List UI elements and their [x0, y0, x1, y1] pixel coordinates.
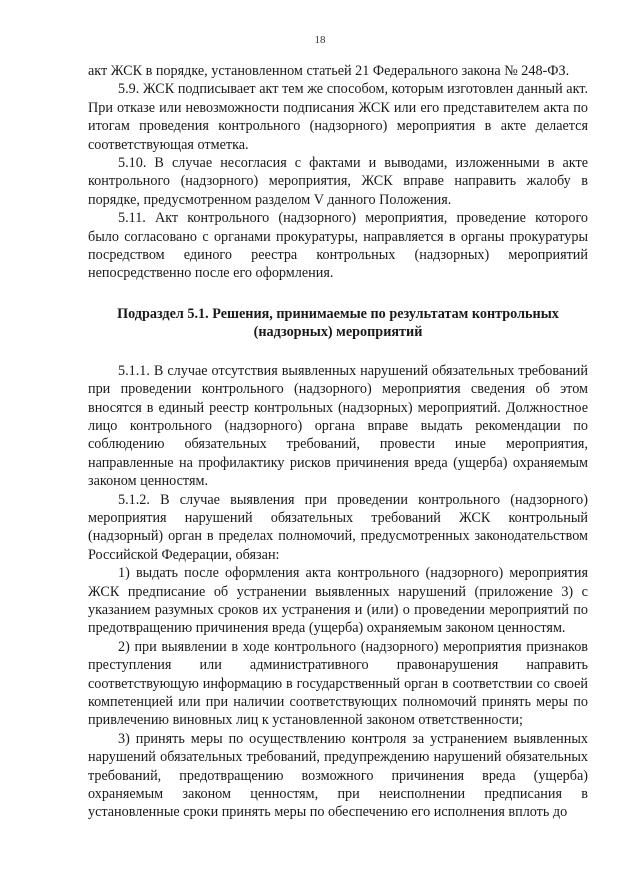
subsection-heading	[88, 305, 588, 342]
paragraph: 5.1.2. В случае выявления при проведении контрольного (надзорного) мероприятия нарушений обязательных требований ЖСК контрольный (надзорный) орган в пределах полномочий, предусмотренных законодательством Российской Федерации, обязан:	[88, 491, 588, 563]
section-5-paragraphs	[88, 62, 588, 283]
paragraph: 5.11. Акт контрольного (надзорного) мероприятия, проведение которого было согласовано с органами прокуратуры, направляется в органы прокуратуры посредством единого реестра контрольных (надзорных) мероприятий непосредственно после его оформления.	[88, 210, 588, 282]
subsection-heading-line-1: Подраздел 5.1. Решения, принимаемые по результатам контрольных	[117, 305, 559, 322]
paragraph: 1) выдать после оформления акта контрольного (надзорного) мероприятия ЖСК предписание об устранении выявленных нарушений (приложение 3) с указанием разумных сроков их устранения и (или) о проведении мероприятий по предотвращению причинения вреда (ущерба) охраняемым законом ценностям.	[88, 565, 588, 637]
subsection-heading-line-2: (надзорных) мероприятий	[253, 324, 423, 341]
paragraph: 2) при выявлении в ходе контрольного (надзорного) мероприятия признаков преступления или административного правонарушения направить соответствующую информацию в государственный орган в соответствии со своей компетенцией или при наличии соответствующих полномочий принять меры по привлечению виновных лиц к установленной законом ответственности;	[88, 638, 588, 729]
paragraph: 5.9. ЖСК подписывает акт тем же способом, которым изготовлен данный акт. При отказе или невозможности подписания ЖСК или его представителем акта по итогам проведения контрольного (надзорного) мероприятия в акте делается соответствующая отметка.	[88, 81, 588, 153]
paragraph: 5.10. В случае несогласия с фактами и выводами, изложенными в акте контрольного (надзорного) мероприятия, ЖСК вправе направить жалобу в порядке, предусмотренном разделом V данного Положения.	[88, 155, 588, 208]
paragraph: 5.1.1. В случае отсутствия выявленных нарушений обязательных требований при проведении контрольного (надзорного) мероприятия сведения об этом вносятся в единый реестр контрольных (надзорных) мероприятий. Должностное лицо контрольного (надзорного) органа вправе выдать рекомендации по соблюдению обязательных требований, провести иные мероприятия, направленные на профилактику рисков причинения вреда (ущерба) охраняемым законом ценностям.	[88, 362, 588, 490]
paragraph: 3) принять меры по осуществлению контроля за устранением выявленных нарушений обязательных требований, предупреждению нарушений обязательных требований, предотвращению возможного причинения вреда (ущерба) охраняемым законом ценностям, при неисполнении предписания в установленные сроки принять меры по обеспечению его исполнения вплоть до	[88, 730, 588, 821]
subsection-5-1-paragraphs	[88, 362, 588, 822]
page-number: 18	[314, 34, 326, 46]
document-body	[88, 62, 588, 822]
paragraph: акт ЖСК в порядке, установленном статьей 21 Федерального закона № 248-ФЗ.	[88, 63, 570, 79]
